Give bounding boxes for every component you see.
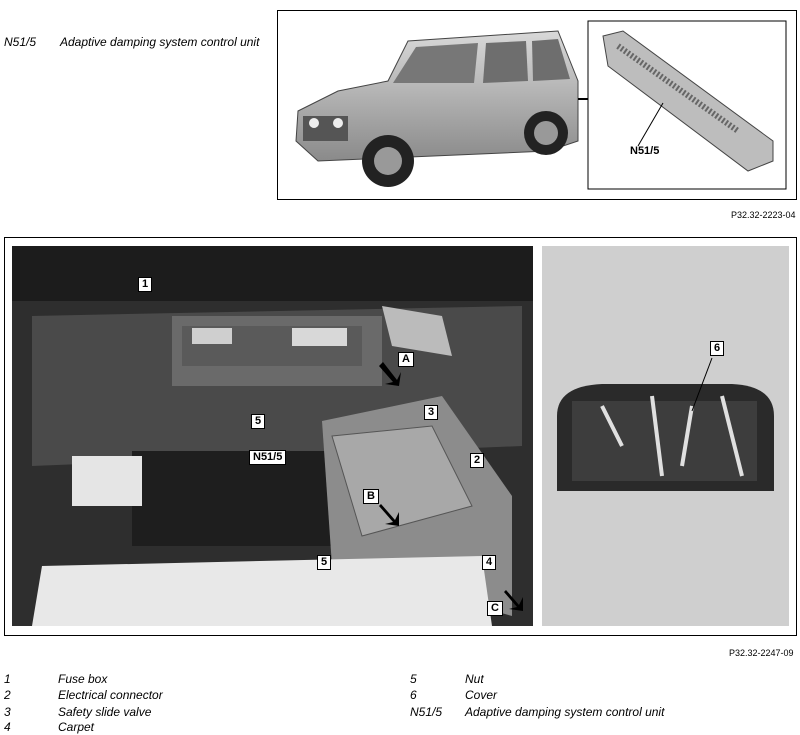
legend-num: 6 (410, 688, 417, 702)
legend-text: Carpet (58, 720, 95, 734)
callout-5-top: 5 (251, 414, 265, 429)
trunk-photo-illustration (12, 246, 533, 626)
intro-code: N51/5 (4, 35, 37, 49)
figure1-ref: P32.32-2223-04 (731, 210, 796, 220)
legend-text: Cover (465, 688, 498, 702)
legend-text: Adaptive damping system control unit (465, 705, 665, 719)
callout-3: 3 (424, 405, 438, 420)
legend-num: 1 (4, 672, 11, 686)
legend-num: 4 (4, 720, 11, 734)
callout-1: 1 (138, 277, 152, 292)
callout-6: 6 (710, 341, 724, 356)
legend-num: 3 (4, 705, 11, 719)
arrow-a-icon (375, 358, 405, 388)
callout-b: B (363, 489, 379, 504)
legend-num: 2 (4, 688, 11, 702)
intro-description: Adaptive damping system control unit (60, 35, 260, 49)
legend-num: 5 (410, 672, 417, 686)
legend-text: Nut (465, 672, 484, 686)
callout-n51-5-overview: N51/5 (630, 145, 660, 157)
legend-text: Electrical connector (58, 688, 163, 702)
callout-c: C (487, 601, 503, 616)
callout-5-bottom: 5 (317, 555, 331, 570)
photo-cover (542, 246, 789, 626)
cover-illustration (542, 246, 789, 626)
figure-vehicle-overview (277, 10, 797, 200)
callout-2: 2 (470, 453, 484, 468)
callout-n51-5: N51/5 (249, 450, 286, 465)
callout-4: 4 (482, 555, 496, 570)
vehicle-illustration (278, 11, 796, 199)
arrow-c-icon (502, 586, 528, 612)
arrow-b-icon (377, 500, 405, 528)
legend-text: Fuse box (58, 672, 108, 686)
figure2-ref: P32.32-2247-09 (729, 648, 794, 658)
callout-a: A (398, 352, 414, 367)
legend-text: Safety slide valve (58, 705, 152, 719)
legend-num: N51/5 (410, 705, 443, 719)
figure-installation (4, 237, 797, 636)
photo-trunk-area (12, 246, 533, 626)
